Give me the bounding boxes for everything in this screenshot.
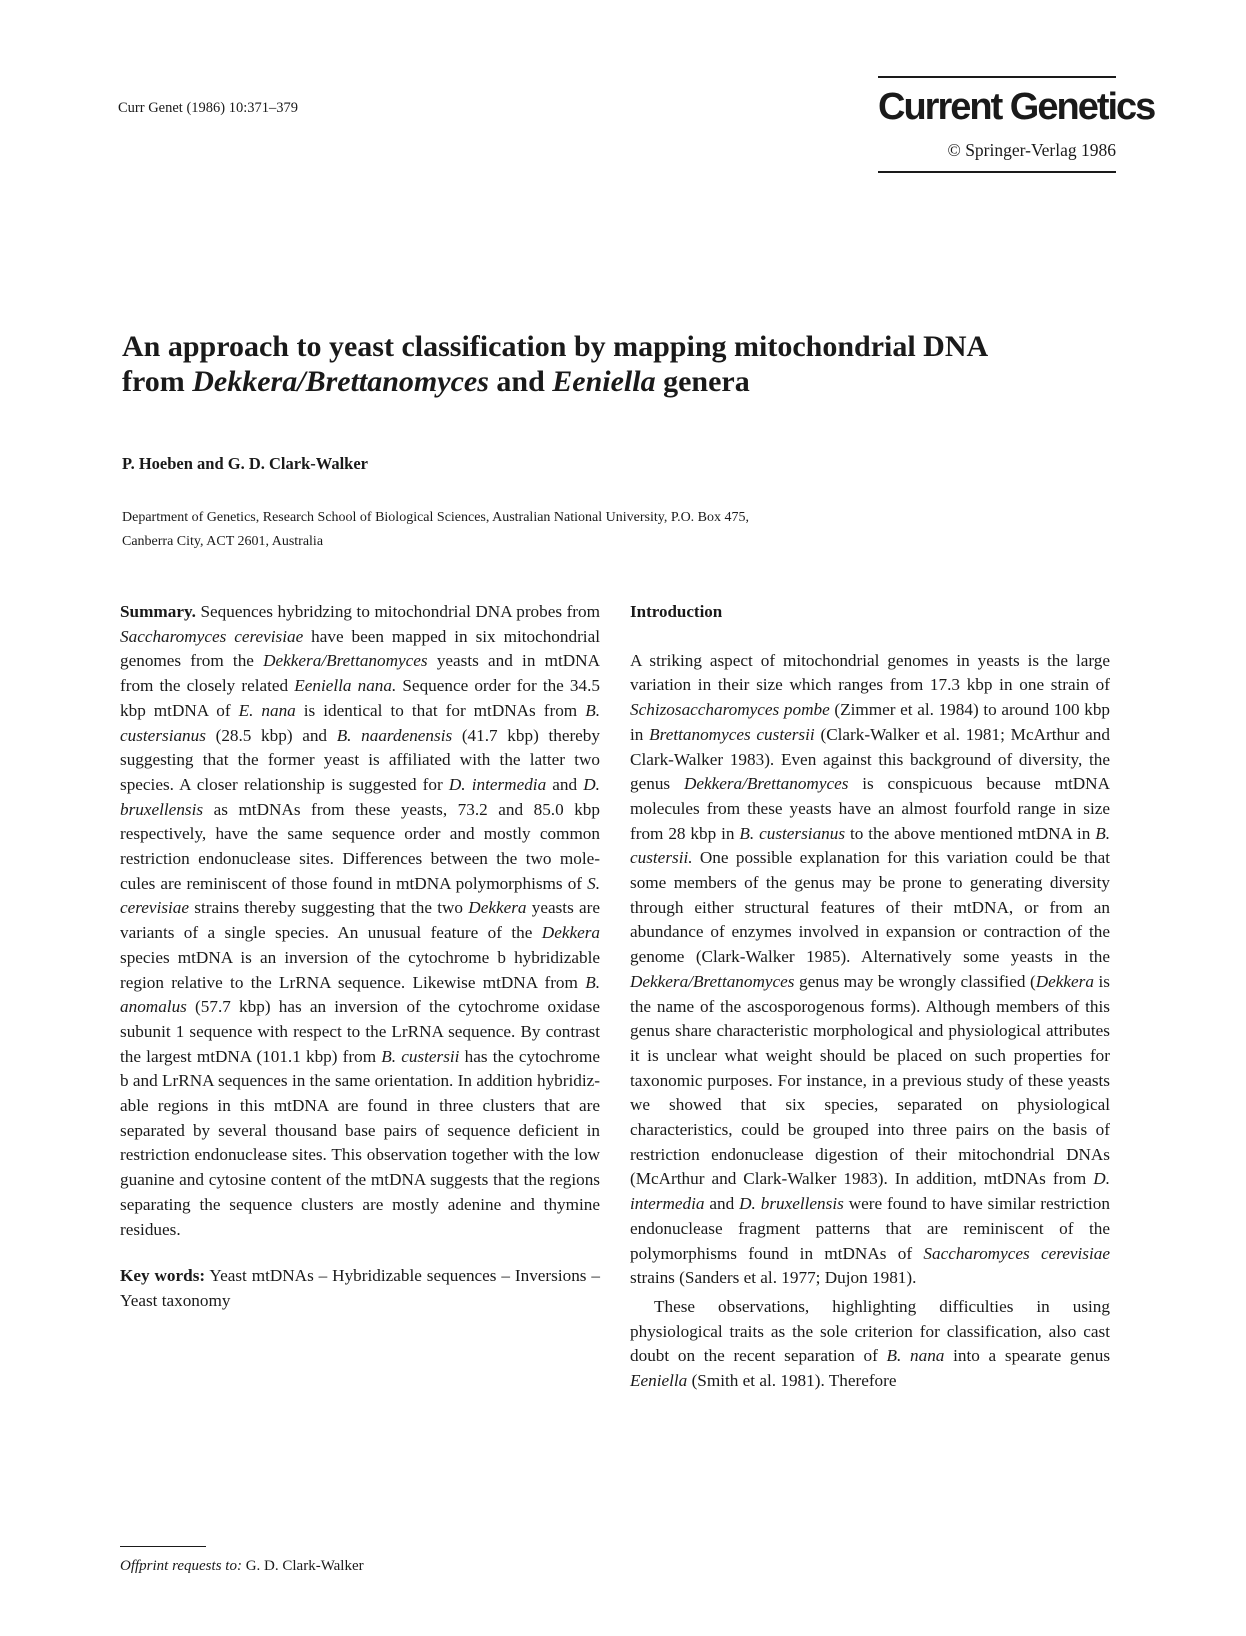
species-name: Dekkera (541, 923, 600, 943)
summary-paragraph (120, 600, 600, 1242)
affiliation-line-1: Department of Genetics, Research School of Biological Sciences, Australian National University, P.O. Box 475, (122, 510, 750, 525)
species-name: D. intermedia (448, 774, 547, 794)
footnote-rule (120, 1546, 206, 1547)
species-name: D. bruxellensis (739, 1194, 844, 1214)
title-line-1: An approach to yeast classification by mapping mitochondrial DNA (122, 330, 989, 363)
intro-text: were found to have similar restriction endonuclease fragment patterns that are reminiscent of the polymorphisms found in mtDNAs of (630, 1194, 1110, 1263)
keywords-paragraph (120, 1264, 600, 1313)
summary-text: Sequence order for the 34.5 kbp mtDNA of (120, 676, 600, 720)
introduction-heading: Introduction (630, 602, 723, 621)
affiliation (122, 506, 1122, 554)
author-list: P. Hoeben and G. D. Clark-Walker (122, 454, 368, 473)
footnote-label: Offprint requests to: (120, 1558, 242, 1574)
intro-text: to the above mentioned mtDNA in (845, 823, 1096, 843)
summary-text: (28.5 kbp) and (205, 725, 337, 745)
summary-text: as mtDNAs from these yeasts, 73.2 and 85.0 kbp respectively, have the same sequence order and mostly common restriction endonuclease sites. Differences between the two molecules are reminiscent of those found in mtDNA polymorphisms of (120, 799, 600, 893)
species-name: Schizosaccharomyces pombe (630, 700, 830, 720)
species-name: Dekkera/Brettanomyces (630, 971, 795, 991)
introduction-paragraph-1 (630, 649, 1110, 1291)
introduction-paragraph-2 (630, 1295, 1110, 1394)
intro-text: is conspicuous because mtDNA molecules from these yeasts have an almost fourfold range in size from 28 kbp in (630, 774, 1110, 843)
affiliation-line-2: Canberra City, ACT 2601, Australia (122, 533, 324, 549)
title-line-2-prefix: from (122, 364, 193, 398)
species-name: Eeniella nana. (294, 676, 397, 696)
summary-text: has the cytochrome b and LrRNA sequences in the same orientation. In addition hybridizable regions in this mtDNA are found in three clusters that are separated by several thousand base pairs of sequence deficient in restriction endonuclease sites. This observation together with the low guanine and cytosine content of the mtDNA suggests that the regions separating the sequence clusters are mostly adenine and thymine residues. (120, 1046, 601, 1239)
species-name: B. custersianus (739, 823, 846, 843)
intro-text: into a spearate genus (944, 1346, 1111, 1366)
intro-text: A striking aspect of mitochondrial genomes in yeasts is the large variation in their size which ranges from 17.3 kbp in one strain of (630, 650, 1110, 695)
species-name: B. custersii (381, 1046, 460, 1066)
right-column (630, 600, 1110, 1394)
summary-text: strains thereby suggesting that the two (189, 898, 469, 918)
intro-text: strains (Sanders et al. 1977; Dujon 1981). (630, 1268, 917, 1288)
footnote-text: G. D. Clark-Walker (241, 1558, 364, 1574)
species-name: B. custersii. (630, 823, 1111, 868)
keywords-text: Yeast mtDNAs – Hybridizable sequences – Inversions – Yeast taxonomy (120, 1266, 600, 1310)
title-line-2-mid: and (488, 364, 553, 398)
species-name: D. bruxellensis (120, 774, 600, 819)
keywords-label: Key words: (120, 1266, 206, 1286)
intro-text: These observations, highlighting difficulties in using physiological traits as the sole criterion for classification, also cast doubt on the recent separation of (630, 1296, 1110, 1366)
masthead-top-rule (878, 76, 1116, 78)
summary-text: (57.7 kbp) has an inversion of the cytochrome oxidase subunit 1 sequence with respect to the LrRNA sequence. By contrast the largest mtDNA (101.1 kbp) from (120, 997, 600, 1066)
paper-title (122, 330, 1122, 399)
species-name: Dekkera/Brettanomyces (263, 651, 428, 671)
summary-text: and (546, 774, 584, 794)
species-name: B. anomalus (120, 972, 600, 1017)
intro-text: (Clark-Walker et al. 1981; McArthur and Clark-Walker 1983). Even against this background of diversity, the genus (630, 724, 1110, 794)
species-name: B. custersianus (120, 700, 600, 745)
summary-text: species mtDNA is an inversion of the cytochrome b hybridizable region relative to the LrRNA sequence. Likewise mtDNA from (120, 947, 600, 992)
species-name: Saccharomyces cerevisiae (120, 626, 304, 646)
summary-text: (41.7 kbp) thereby suggesting that the former yeast is affiliated with the latter two species. A closer relationship is suggested for (120, 725, 600, 794)
offprint-footnote (120, 1558, 364, 1575)
intro-text: (Smith et al. 1981). Therefore (687, 1371, 897, 1391)
species-name: D. intermedia (630, 1169, 1110, 1214)
species-name: Saccharomyces cerevisiae (923, 1243, 1110, 1263)
title-genus-dekkera: Dekkera/Brettanomyces (192, 364, 489, 398)
species-name: S. cerevisiae (120, 873, 600, 918)
species-name: B. nana (886, 1346, 945, 1366)
intro-text: One possible explanation for this variation could be that some members of the genus may be prone to generating diversity through either structural features of their mtDNA, or from an abundance of enzymes involved in expansion or contraction of the genome (Clark-Walker 1985). Alternatively some yeasts in the (630, 848, 1110, 967)
summary-text: yeasts and in mtDNA from the closely related (120, 651, 600, 696)
title-line-2-suffix: genera (655, 364, 750, 398)
intro-text: genus may be wrongly classified ( (794, 971, 1036, 991)
left-column (120, 600, 600, 1314)
journal-name: Current Genetics (878, 86, 1155, 128)
species-name: Dekkera (468, 898, 527, 918)
masthead-bottom-rule (878, 171, 1116, 173)
copyright-notice: © Springer-Verlag 1986 (947, 140, 1116, 160)
journal-masthead (878, 76, 1155, 173)
summary-text: Sequences hybridzing to mitochondrial DNA probes from (195, 602, 600, 621)
intro-text: (Zimmer et al. 1984) to around 100 kbp in (630, 700, 1111, 744)
species-name: Dekkera (1035, 971, 1094, 991)
summary-text: yeasts are variants of a single species. An unusual feature of the (120, 898, 600, 943)
species-name: Eeniella (630, 1371, 688, 1391)
species-name: Brettanomyces custersii (649, 724, 815, 744)
intro-text: is the name of the ascosporogenous forms). Although members of this genus share characteristic morphological and physiological attributes it is unclear what weight should be placed on such properties for taxonomic purposes. For instance, in a previous study of these yeasts we showed that six species, separated on physiological characteristics, could be grouped into three pairs on the basis of restriction endonuclease digestion of their mitochondrial DNAs (McArthur and Clark-Walker 1983). In addition, mtDNAs from (630, 971, 1110, 1189)
summary-text: have been mapped in six mitochondrial genomes from the (120, 626, 600, 671)
species-name: Dekkera/Brettanomyces (683, 774, 849, 794)
species-name: B. naardenensis (336, 725, 453, 745)
species-name: E. nana (238, 700, 296, 720)
title-genus-eeniella: Eeniella (552, 364, 656, 398)
intro-text: and (704, 1194, 740, 1214)
summary-text: is identical to that for mtDNAs from (295, 700, 586, 720)
summary-label: Summary. (120, 602, 196, 621)
journal-citation: Curr Genet (1986) 10:371–379 (118, 100, 299, 116)
